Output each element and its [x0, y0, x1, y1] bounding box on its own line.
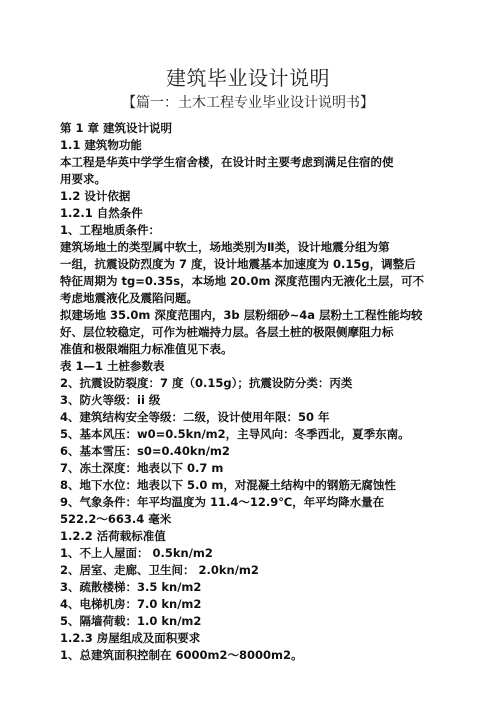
- body-line: 好、层位较稳定，可作为桩端持力层。各层土桩的极限侧摩阻力标: [60, 325, 394, 339]
- body-line: 用要求。: [60, 172, 106, 186]
- body-line: 拟建场地 35.0m 深度范围内，3b 层粉细砂~4a 层粉土工程性能均较: [60, 308, 423, 322]
- list-item: 6、基本雪压：s0=0.40kn/m2: [60, 444, 230, 458]
- section-heading: 1.2 设计依据: [60, 189, 131, 203]
- table-caption: 表 1—1 土桩参数表: [60, 359, 165, 373]
- chapter-heading: 第 1 章 建筑设计说明: [60, 121, 173, 135]
- list-item: 1、总建筑面积控制在 6000m2～8000m2。: [60, 648, 303, 662]
- document-body: [60, 120, 440, 664]
- body-line: 准值和极限端阻力标准值见下表。: [60, 342, 233, 356]
- list-item: 4、电梯机房：7.0 kn/m2: [60, 597, 202, 611]
- body-line: 考虑地震液化及震陷问题。: [60, 291, 198, 305]
- list-item: 1、不上人屋面： 0.5kn/m2: [60, 546, 213, 560]
- body-line: 特征周期为 tg=0.35s，本场地 20.0m 深度范围内无液化土层，可不: [60, 274, 424, 288]
- subsection-heading: 1.2.3 房屋组成及面积要求: [60, 631, 201, 645]
- list-item: 3、防火等级：ii 级: [60, 393, 161, 407]
- list-item: 2、抗震设防裂度：7 度（0.15g）；抗震设防分类：丙类: [60, 376, 353, 390]
- subsection-heading: 1.2.1 自然条件: [60, 206, 143, 220]
- body-line: 一组，抗震设防烈度为 7 度，设计地震基本加速度为 0.15g，调整后: [60, 257, 416, 271]
- document-subtitle: 【篇一：土木工程专业毕业设计说明书】: [122, 95, 374, 111]
- list-item: 3、疏散楼梯：3.5 kn/m2: [60, 580, 202, 594]
- body-line: 本工程是华英中学学生宿舍楼，在设计时主要考虑到满足住宿的使: [60, 155, 394, 169]
- subsection-heading: 1.2.2 活荷载标准值: [60, 529, 166, 543]
- body-line: 522.2～663.4 毫米: [60, 512, 172, 526]
- list-item: 5、基本风压：w0=0.5kn/m2，主导风向：冬季西北，夏季东南。: [60, 427, 410, 441]
- list-item: 7、冻土深度：地表以下 0.7 m: [60, 461, 224, 475]
- list-item: 4、建筑结构安全等级：二级，设计使用年限：50 年: [60, 410, 330, 424]
- section-heading: 1.1 建筑物功能: [60, 138, 142, 152]
- list-item: 2、居室、走廊、卫生间： 2.0kn/m2: [60, 563, 259, 577]
- list-item: 1、工程地质条件：: [60, 223, 161, 237]
- list-item: 8、地下水位：地表以下 5.0 m，对混凝土结构中的钢筋无腐蚀性: [60, 478, 396, 492]
- list-item: 9、气象条件：年平均温度为 11.4～12.9℃，年平均降水量在: [60, 495, 385, 509]
- list-item: 5、隔墙荷载：1.0 kn/m2: [60, 614, 202, 628]
- body-line: 建筑场地土的类型属中软土，场地类别为Ⅱ类，设计地震分组为第: [60, 240, 390, 254]
- document-title: 建筑毕业设计说明: [166, 66, 330, 90]
